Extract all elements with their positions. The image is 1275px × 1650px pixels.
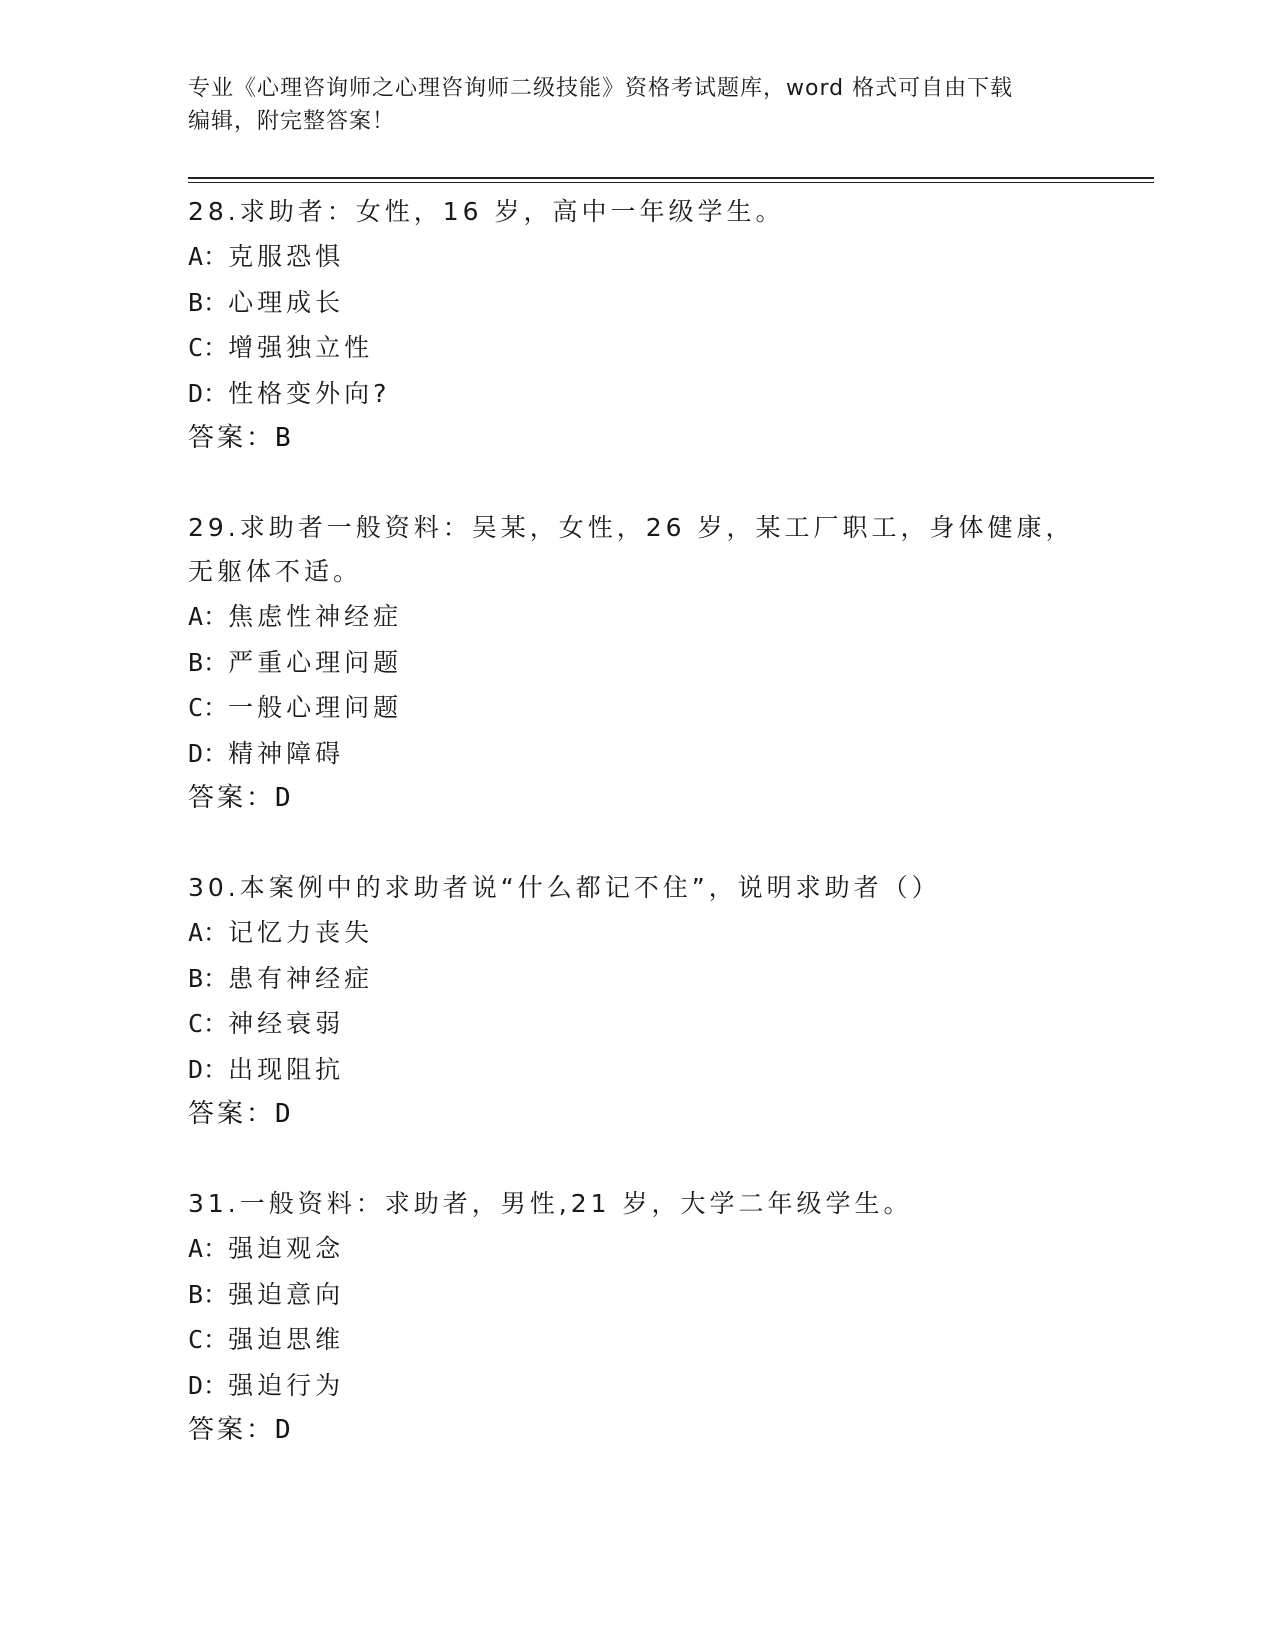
option-key: A： [188,602,229,631]
option-text: 患有神经症 [228,963,374,993]
option-b [188,956,1088,1002]
option-d [188,1363,1088,1409]
option-key: A： [188,1234,229,1263]
option-text: 一般心理问题 [228,693,403,722]
header-divider-thick [188,177,1154,179]
option-key: D： [188,378,229,408]
option-a [188,910,1088,956]
option-key: D： [188,738,229,768]
question-stem: 29.求助者一般资料：吴某，女性，26 岁，某工厂职工，身体健康，无躯体不适。 [188,513,1075,586]
option-text: 出现阻抗 [228,1054,345,1084]
option-text: 神经衰弱 [228,1009,345,1038]
option-key: D： [188,1370,229,1400]
answer-label: 答案： [188,1415,276,1445]
question-stem: 31.一般资料：求助者，男性,21 岁，大学二年级学生。 [188,1189,913,1218]
answer-value: D [275,1415,292,1445]
option-text: 强迫思维 [228,1325,345,1354]
answer-label: 答案： [188,1099,276,1129]
option-key: A： [188,918,229,947]
answer-line [188,776,1088,821]
answer-value: B [275,423,292,453]
answer-value: D [275,783,292,813]
option-text: 性格变外向? [228,378,391,408]
option-a [188,234,1088,280]
question-29 [188,506,1088,821]
option-text: 强迫观念 [228,1234,345,1263]
option-key: A： [188,242,229,271]
option-d [188,1047,1088,1093]
option-c [188,1317,1088,1363]
answer-value: D [275,1099,292,1129]
option-text: 强迫意向 [228,1279,345,1309]
option-key: B： [188,1279,229,1309]
option-c [188,1001,1088,1047]
option-a [188,594,1088,640]
option-c [188,685,1088,731]
option-key: B： [188,963,229,993]
option-d [188,731,1088,777]
question-28 [188,190,1088,461]
question-30 [188,866,1088,1137]
option-b [188,1272,1088,1318]
question-stem: 30.本案例中的求助者说“什么都记不住”，说明求助者（） [188,873,941,902]
option-key: C： [188,693,229,722]
option-text: 记忆力丧失 [228,918,374,947]
option-key: C： [188,1009,229,1038]
option-text: 强迫行为 [228,1370,345,1400]
option-key: D： [188,1054,229,1084]
answer-line [188,1408,1088,1453]
option-c [188,325,1088,371]
option-key: C： [188,333,229,362]
option-text: 精神障碍 [228,738,345,768]
option-d [188,371,1088,417]
document-header [188,72,1088,138]
option-text: 心理成长 [228,287,345,317]
answer-line [188,416,1088,461]
option-key: C： [188,1325,229,1354]
header-line-2: 编辑，附完整答案！ [188,109,396,134]
answer-label: 答案： [188,783,276,813]
option-b [188,640,1088,686]
option-key: B： [188,287,229,317]
header-line-1: 专业《心理咨询师之心理咨询师二级技能》资格考试题库，word 格式可自由下载 [188,76,1014,101]
question-31 [188,1182,1088,1453]
header-divider-thin [188,182,1154,183]
option-key: B： [188,647,229,677]
answer-line [188,1092,1088,1137]
option-text: 焦虑性神经症 [228,602,403,631]
option-text: 严重心理问题 [228,647,403,677]
question-stem: 28.求助者：女性，16 岁，高中一年级学生。 [188,197,785,226]
question-list [188,190,1088,1498]
option-text: 克服恐惧 [228,242,345,271]
option-text: 增强独立性 [228,333,374,362]
answer-label: 答案： [188,423,276,453]
option-b [188,280,1088,326]
option-a [188,1226,1088,1272]
